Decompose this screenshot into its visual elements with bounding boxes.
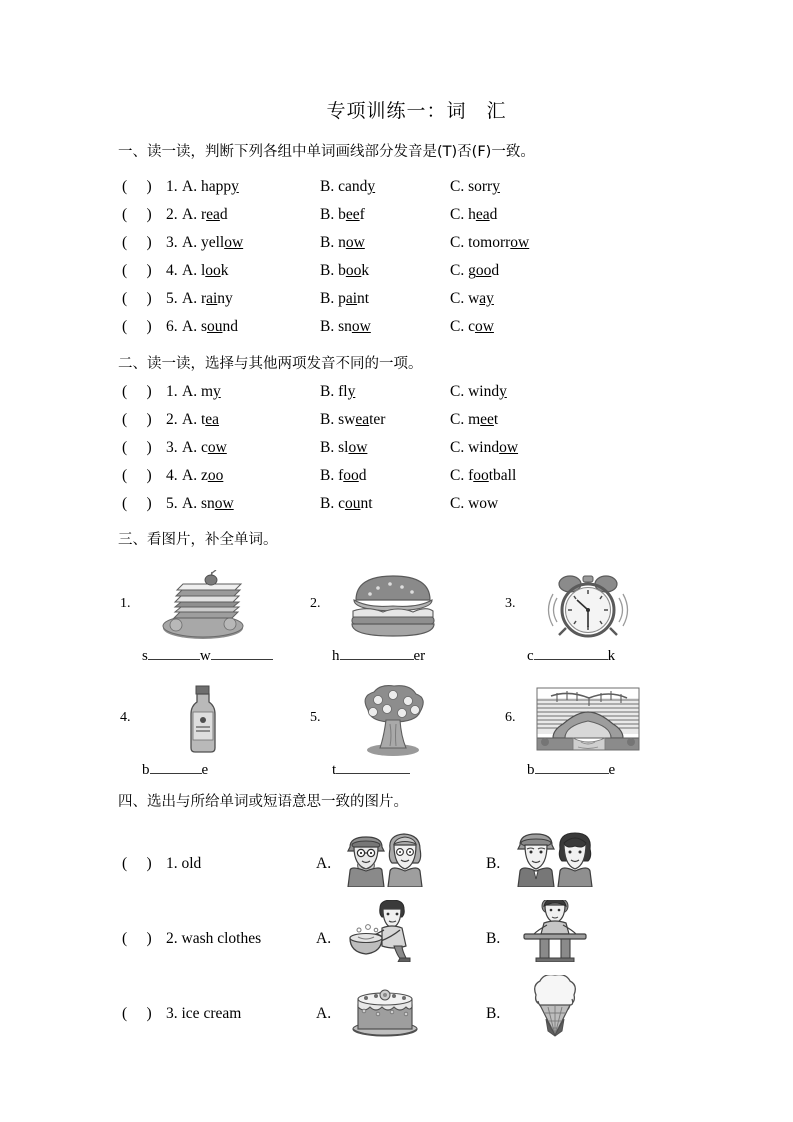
option-a[interactable]: A. my — [182, 383, 221, 400]
answer-blank[interactable]: ( ) — [122, 234, 152, 251]
answer-blank[interactable]: ( ) — [122, 383, 152, 400]
page-title: 专项训练一：词 汇 — [326, 100, 507, 122]
word-blank[interactable]: c k — [527, 648, 616, 664]
question-row — [122, 178, 682, 206]
question-number: 6. — [166, 318, 178, 335]
option-b-label[interactable]: B. — [486, 855, 501, 872]
option-c[interactable]: C. meet — [450, 411, 499, 428]
option-a-label[interactable]: A. — [316, 1005, 332, 1022]
question-number: 2. — [166, 411, 178, 428]
question-label — [122, 930, 261, 948]
option-b[interactable]: B. candy — [320, 178, 376, 195]
option-c[interactable]: C. way — [450, 290, 494, 307]
option-c[interactable]: C. head — [450, 206, 498, 223]
option-c[interactable]: C. sorry — [450, 178, 500, 195]
question-number: 3. — [166, 439, 178, 456]
picture-number: 4. — [120, 710, 131, 725]
question-word: old — [181, 855, 202, 872]
section-2-heading: 二、读一读，选择与其他两项发音不同的一项。 — [118, 356, 423, 372]
option-b[interactable]: B. snow — [320, 318, 371, 335]
option-a[interactable]: A. snow — [182, 495, 234, 512]
picture-item — [120, 570, 310, 682]
word-blank[interactable]: t — [332, 760, 410, 779]
answer-blank[interactable]: ( ) — [122, 178, 152, 195]
alarm-clock-icon — [533, 570, 643, 642]
picture-number: 3. — [505, 596, 516, 611]
option-a[interactable]: A. tea — [182, 411, 220, 428]
answer-blank[interactable]: ( ) — [122, 411, 152, 428]
option-b-label[interactable]: B. — [486, 1005, 501, 1022]
option-b[interactable]: B. beef — [320, 206, 365, 223]
question-row — [122, 383, 682, 411]
option-c[interactable]: C. window — [450, 439, 519, 456]
question-row — [122, 467, 682, 495]
hamburger-icon — [338, 570, 448, 642]
option-b[interactable]: B. slow — [320, 439, 368, 456]
question-row — [122, 206, 682, 234]
picture-item — [120, 684, 310, 796]
question-label — [122, 1005, 241, 1023]
option-b[interactable]: B. fly — [320, 383, 356, 400]
picture-number: 6. — [505, 710, 516, 725]
question-row — [122, 439, 682, 467]
question-number: 2. — [166, 930, 178, 947]
question-label — [122, 855, 201, 873]
young-couple-icon[interactable] — [514, 825, 596, 887]
question-row — [122, 411, 682, 439]
question-row — [122, 290, 682, 318]
option-a-label[interactable]: A. — [316, 930, 332, 947]
question-number: 5. — [166, 290, 178, 307]
option-b[interactable]: B. sweater — [320, 411, 386, 428]
question-word: wash clothes — [181, 930, 262, 947]
picture-choice-row — [122, 825, 692, 895]
question-number: 1. — [166, 383, 178, 400]
option-a[interactable]: A. rainy — [182, 290, 233, 307]
option-c[interactable]: C. windy — [450, 383, 507, 400]
section-3-heading: 三、看图片，补全单词。 — [118, 532, 278, 548]
question-number: 5. — [166, 495, 178, 512]
option-c[interactable]: C. good — [450, 262, 500, 279]
section-1-heading: 一、读一读，判断下列各组中单词画线部分发音是(T)否(F)一致。 — [118, 144, 535, 160]
question-number: 2. — [166, 206, 178, 223]
option-b-label[interactable]: B. — [486, 930, 501, 947]
answer-blank[interactable]: ( ) — [122, 930, 152, 947]
question-number: 4. — [166, 467, 178, 484]
answer-blank[interactable]: ( ) — [122, 262, 152, 279]
sandwich-icon — [148, 570, 258, 642]
answer-blank[interactable]: ( ) — [122, 206, 152, 223]
option-c[interactable]: C. tomorrow — [450, 234, 530, 251]
question-number: 4. — [166, 262, 178, 279]
picture-choice-row — [122, 900, 692, 970]
answer-blank[interactable]: ( ) — [122, 290, 152, 307]
question-row — [122, 495, 682, 523]
question-row — [122, 234, 682, 262]
option-a[interactable]: A. look — [182, 262, 229, 279]
picture-number: 5. — [310, 710, 321, 725]
word-blank[interactable]: s w — [142, 646, 273, 665]
answer-blank[interactable]: ( ) — [122, 855, 152, 872]
answer-blank[interactable]: ( ) — [122, 1005, 152, 1022]
option-b[interactable]: B. now — [320, 234, 365, 251]
option-a[interactable]: A. cow — [182, 439, 227, 456]
option-b[interactable]: B. book — [320, 262, 370, 279]
section-4-heading: 四、选出与所给单词或短语意思一致的图片。 — [118, 794, 408, 810]
picture-item — [310, 684, 500, 796]
word-blank[interactable]: b e — [142, 762, 209, 778]
option-c[interactable]: C. football — [450, 467, 517, 484]
tree-icon — [338, 684, 448, 756]
ice-cream-cone-icon[interactable] — [514, 975, 596, 1037]
option-a[interactable]: A. happy — [182, 178, 239, 195]
question-row — [122, 318, 682, 346]
word-blank[interactable]: h er — [332, 648, 426, 664]
picture-item — [505, 570, 695, 682]
option-a[interactable]: A. yellow — [182, 234, 244, 251]
answer-blank[interactable]: ( ) — [122, 439, 152, 456]
option-a[interactable]: A. read — [182, 206, 228, 223]
question-number: 1. — [166, 855, 178, 872]
option-b[interactable]: B. paint — [320, 290, 370, 307]
question-number: 3. — [166, 1005, 178, 1022]
option-b[interactable]: B. count — [320, 495, 373, 512]
picture-item — [310, 570, 500, 682]
picture-item — [505, 684, 695, 796]
word-blank[interactable]: b e — [527, 762, 616, 778]
picture-number: 2. — [310, 596, 321, 611]
option-c[interactable]: C. cow — [450, 318, 494, 335]
picture-number: 1. — [120, 596, 131, 611]
option-a[interactable]: A. sound — [182, 318, 238, 335]
answer-blank[interactable]: ( ) — [122, 318, 152, 335]
boy-washing-clothes-icon[interactable] — [344, 900, 426, 962]
answer-blank[interactable]: ( ) — [122, 467, 152, 484]
bridge-icon — [533, 684, 643, 756]
option-c[interactable]: C. wow — [450, 495, 499, 512]
question-word: ice cream — [181, 1005, 242, 1022]
question-number: 3. — [166, 234, 178, 251]
option-a[interactable]: A. zoo — [182, 467, 224, 484]
answer-blank[interactable]: ( ) — [122, 495, 152, 512]
bottle-icon — [148, 684, 258, 756]
child-at-table-icon[interactable] — [514, 900, 596, 962]
picture-choice-row — [122, 975, 692, 1045]
option-a-label[interactable]: A. — [316, 855, 332, 872]
question-number: 1. — [166, 178, 178, 195]
option-b[interactable]: B. food — [320, 467, 367, 484]
cake-icon[interactable] — [344, 975, 426, 1037]
elderly-couple-icon[interactable] — [344, 825, 426, 887]
question-row — [122, 262, 682, 290]
